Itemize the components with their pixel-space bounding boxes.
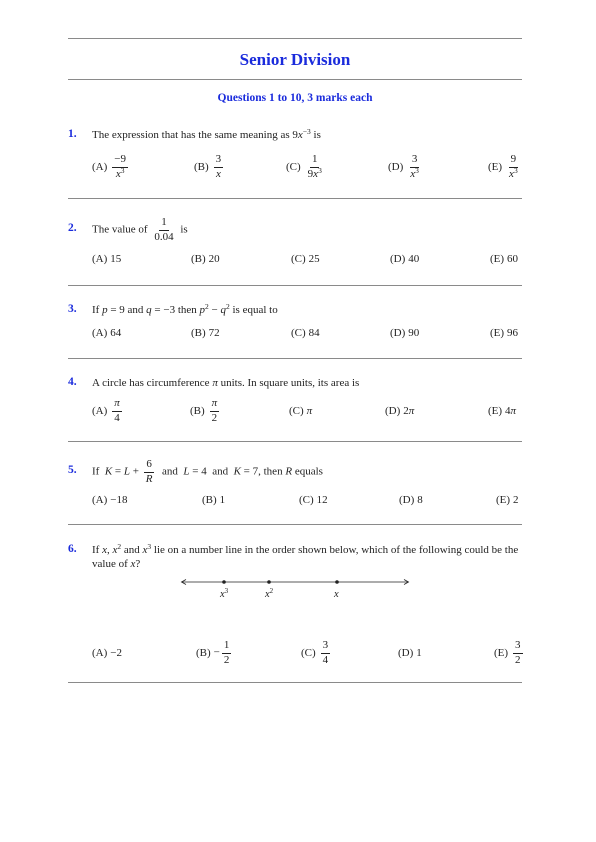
divider-rule — [68, 524, 522, 525]
option-e[interactable]: (E) 96 — [490, 327, 519, 339]
answer-options — [92, 244, 522, 274]
option-value: 64 — [110, 327, 122, 339]
option-a[interactable]: (A) 64 — [92, 327, 122, 339]
question-number: 3. — [68, 303, 77, 315]
option-value: 2 — [513, 494, 519, 506]
option-value: $\frac{3}{x^3}$ — [410, 152, 419, 180]
question-number: 4. — [68, 376, 77, 388]
option-value: $\frac{-9}{x^3}$ — [114, 152, 126, 180]
option-value: $\frac{3}{4}$ — [322, 638, 329, 666]
question-number: 5. — [68, 464, 77, 476]
option-value: 25 — [308, 253, 320, 265]
option-c[interactable]: (C) 84 — [291, 327, 320, 339]
option-c[interactable]: (C) 12 — [299, 494, 328, 506]
option-a[interactable]: (A) $\frac{-9}{x^3}$ — [92, 152, 130, 182]
option-a[interactable]: (A) −2 — [92, 647, 122, 659]
option-value: −2 — [110, 647, 122, 659]
option-value: π — [306, 405, 313, 417]
option-d[interactable]: (D) 40 — [390, 253, 420, 265]
question-text: If p = 9 and q = −3 then $p^2 - q^2$ is equal to — [92, 302, 278, 316]
option-b[interactable]: (B) $\frac{3}{x}$ — [194, 152, 225, 182]
option-d[interactable]: (D) 2π — [385, 405, 415, 417]
option-value: $\frac{3}{x}$ — [215, 152, 222, 180]
question-number: 6. — [68, 543, 77, 555]
answer-options — [92, 318, 522, 348]
question-text: The expression that has the same meaning as $9x^{-3}$ is — [92, 127, 321, 141]
number-line-label-x2: $x^2$ — [265, 587, 274, 600]
option-d[interactable]: (D) $\frac{3}{x^3}$ — [388, 152, 423, 182]
option-value: 1 — [219, 494, 226, 506]
divider-rule — [68, 285, 522, 286]
answer-options — [92, 396, 522, 426]
number-line-point-x2 — [267, 580, 271, 584]
option-value: 40 — [408, 253, 420, 265]
option-c[interactable]: (C) $\frac{1}{9x^3}$ — [286, 152, 326, 182]
exam-page — [68, 0, 522, 842]
option-a[interactable]: (A) $\frac{\pi}{4}$ — [92, 396, 124, 426]
option-b[interactable]: (B) − $\frac{1}{2}$ — [196, 638, 233, 668]
option-value: 84 — [308, 327, 320, 339]
option-d[interactable]: (D) 8 — [399, 494, 423, 506]
number-line-label-x: x — [334, 589, 339, 600]
divider-rule — [68, 198, 522, 199]
question-text: The value of $\frac{1}{0.04}$ is — [92, 216, 188, 243]
number-line-point-x3 — [222, 580, 226, 584]
option-value: 90 — [408, 327, 420, 339]
question-number: 2. — [68, 222, 77, 234]
section-subtitle: Questions 1 to 10, 3 marks each — [217, 92, 373, 104]
top-rule — [68, 38, 522, 39]
option-c[interactable]: (C) $\frac{3}{4}$ — [301, 638, 332, 668]
question-text: If x, $x^2$ and $x^3$ lie on a number line in the order shown below, which of the following could be the value of x? — [92, 542, 519, 570]
question-text: If K = L + $\frac{6}{R}$ and L = 4 and K = 7, then R equals — [92, 458, 323, 485]
option-value: $\frac{3}{2}$ — [515, 638, 521, 666]
option-d[interactable]: (D) 1 — [398, 647, 422, 659]
divider-rule — [68, 441, 522, 442]
option-a[interactable]: (A) 15 — [92, 253, 122, 265]
option-value: $\frac{\pi}{2}$ — [211, 396, 218, 424]
option-b[interactable]: (B) 20 — [191, 253, 220, 265]
option-value: 12 — [316, 494, 328, 506]
option-e[interactable]: (E) 60 — [490, 253, 519, 265]
answer-options — [92, 485, 522, 515]
option-value: 2π — [403, 405, 415, 417]
answer-options — [92, 638, 522, 668]
option-value: 60 — [507, 253, 519, 265]
option-value: $\frac{1}{9x^3}$ — [307, 152, 322, 180]
option-value: 8 — [417, 494, 423, 506]
option-value: 20 — [208, 253, 220, 265]
option-e[interactable]: (E) 4π — [488, 405, 517, 417]
answer-options — [92, 152, 522, 182]
option-value: 96 — [507, 327, 519, 339]
divider-rule — [68, 358, 522, 359]
option-value: − $\frac{1}{2}$ — [213, 638, 230, 666]
option-c[interactable]: (C) 25 — [291, 253, 320, 265]
option-b[interactable]: (B) $\frac{\pi}{2}$ — [190, 396, 221, 426]
option-value: 4π — [505, 405, 517, 417]
bottom-rule — [68, 682, 522, 683]
option-c[interactable]: (C) π — [289, 405, 313, 417]
page-title: Senior Division — [239, 50, 351, 69]
option-a[interactable]: (A) −18 — [92, 494, 128, 506]
question-number: 1. — [68, 128, 77, 140]
question-text: A circle has circumference π units. In square units, its area is — [92, 377, 360, 389]
option-value: $\frac{\pi}{4}$ — [114, 396, 120, 424]
option-b[interactable]: (B) 72 — [191, 327, 220, 339]
number-line-diagram — [180, 571, 412, 601]
number-line-label-x3: $x^3$ — [220, 587, 229, 600]
option-e[interactable]: (E) $\frac{9}{x^3}$ — [488, 152, 522, 182]
number-line-point-x — [335, 580, 339, 584]
option-e[interactable]: (E) 2 — [496, 494, 519, 506]
option-d[interactable]: (D) 90 — [390, 327, 420, 339]
option-e[interactable]: (E) $\frac{3}{2}$ — [494, 638, 525, 668]
option-value: −18 — [110, 494, 128, 506]
title-rule — [68, 79, 522, 80]
option-value: 15 — [110, 253, 122, 265]
option-value: 1 — [416, 647, 422, 659]
option-value: $\frac{9}{x^3}$ — [509, 152, 518, 180]
option-value: 72 — [208, 327, 220, 339]
option-b[interactable]: (B) 1 — [202, 494, 226, 506]
